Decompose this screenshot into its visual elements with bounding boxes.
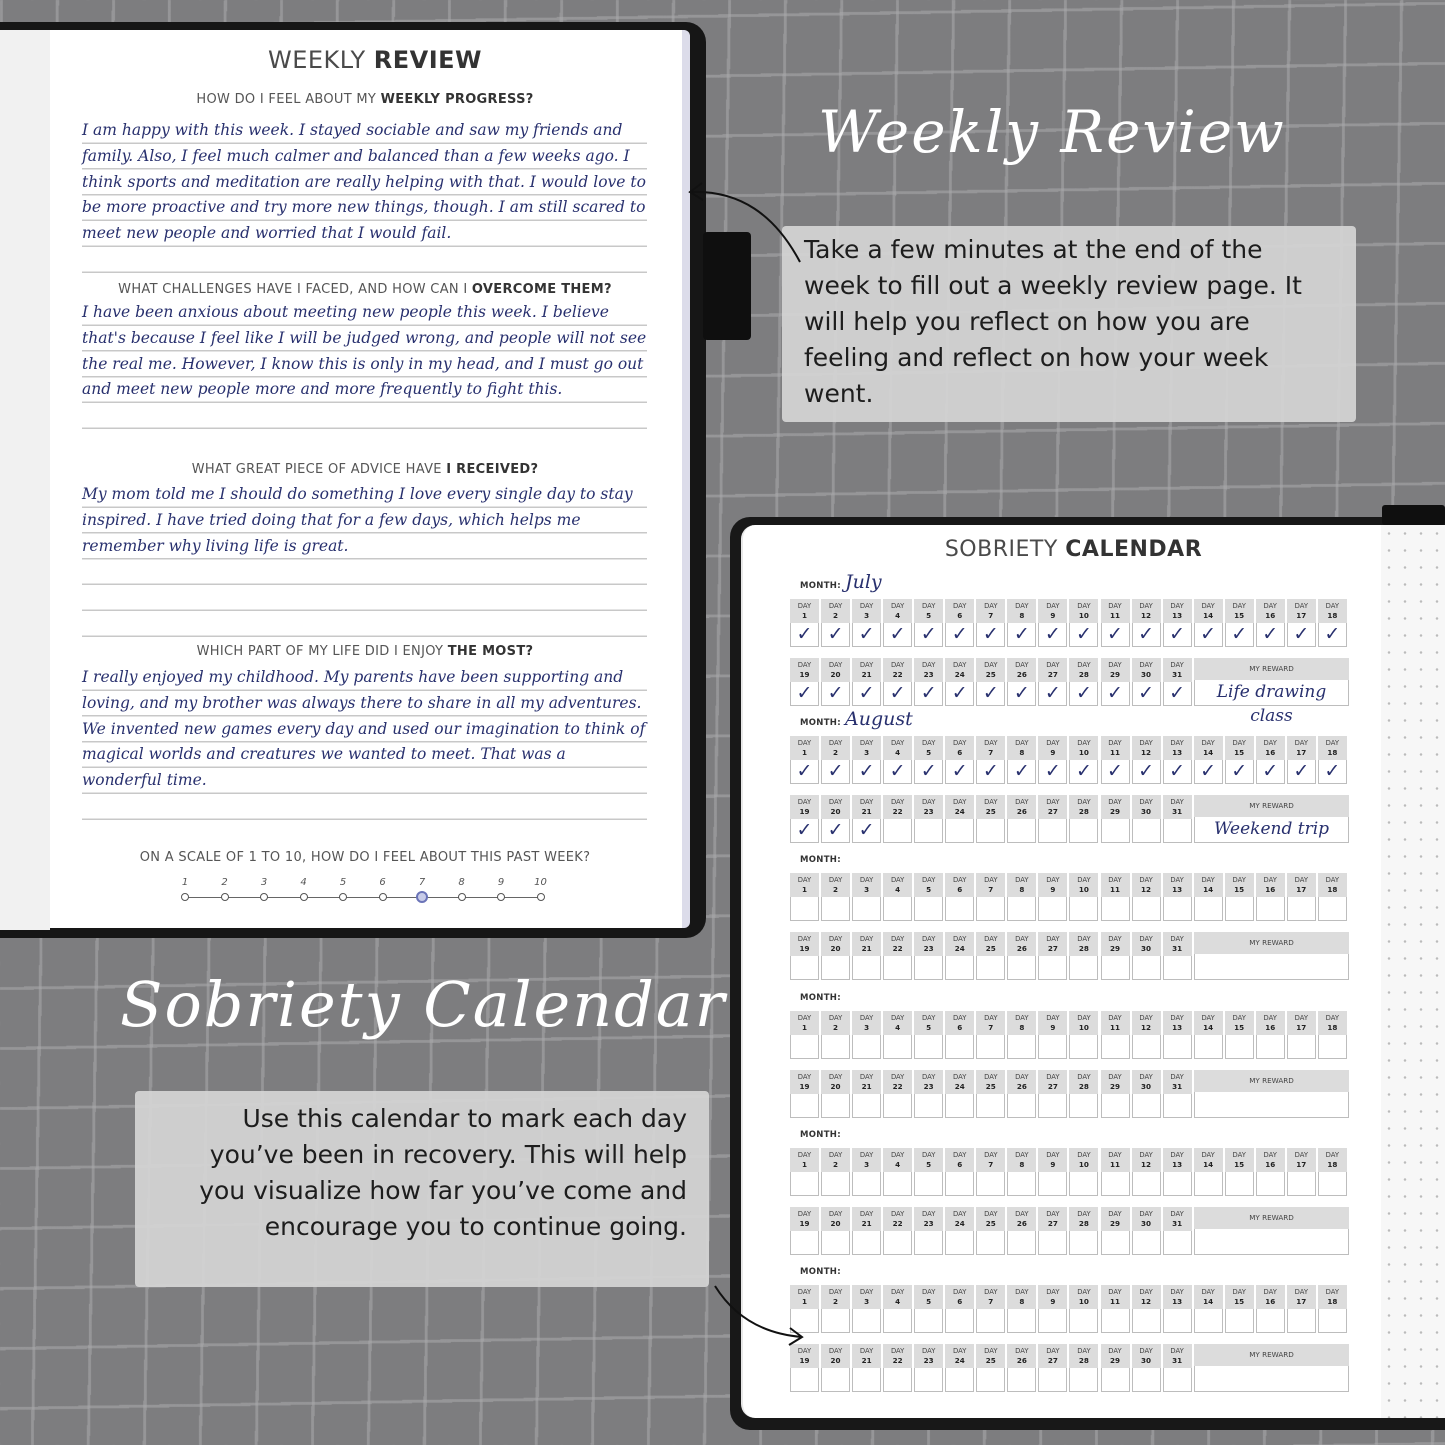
day-header: DAY 5 <box>914 1285 943 1309</box>
scale-question: ON A SCALE OF 1 TO 10, HOW DO I FEEL ABOUT THIS PAST WEEK? <box>139 850 591 865</box>
day-header: DAY 7 <box>976 1011 1005 1035</box>
day-header: DAY 18 <box>1318 736 1347 760</box>
day-header: DAY 16 <box>1256 873 1285 897</box>
check-mark-icon[interactable]: ✓ <box>1007 682 1036 706</box>
month-name[interactable]: August <box>845 708 913 731</box>
day-header: DAY 13 <box>1163 873 1192 897</box>
day-header: DAY 28 <box>1069 658 1098 682</box>
day-header: DAY 8 <box>1007 736 1036 760</box>
day-header: DAY 1 <box>790 1011 819 1035</box>
day-header: DAY 11 <box>1101 736 1130 760</box>
day-header: DAY 11 <box>1101 873 1130 897</box>
reward-label: MY REWARD <box>1194 932 1349 954</box>
check-mark-icon[interactable]: ✓ <box>790 819 819 843</box>
day-header: DAY 7 <box>976 599 1005 623</box>
day-header: DAY 1 <box>790 1285 819 1309</box>
day-header: DAY 20 <box>821 658 850 682</box>
day-header: DAY 14 <box>1194 599 1223 623</box>
day-header: DAY 7 <box>976 1285 1005 1309</box>
check-mark-icon[interactable]: ✓ <box>1287 623 1316 647</box>
day-header: DAY 8 <box>1007 1011 1036 1035</box>
check-mark-icon[interactable]: ✓ <box>914 682 943 706</box>
day-header: DAY 12 <box>1132 736 1161 760</box>
day-header: DAY 26 <box>1007 932 1036 956</box>
day-header: DAY 28 <box>1069 932 1098 956</box>
day-header: DAY 5 <box>914 1011 943 1035</box>
day-header: DAY 31 <box>1163 658 1192 682</box>
question-weekly-progress: HOW DO I FEEL ABOUT MY WEEKLY PROGRESS? <box>196 92 534 107</box>
day-header: DAY 21 <box>852 1207 881 1231</box>
scale-number: 2 <box>221 877 228 888</box>
day-header: DAY 5 <box>914 736 943 760</box>
scale-number: 1 <box>181 877 189 888</box>
day-header: DAY 7 <box>976 873 1005 897</box>
day-header: DAY 31 <box>1163 1070 1192 1094</box>
check-mark-icon[interactable]: ✓ <box>883 623 912 647</box>
day-header: DAY 29 <box>1101 795 1130 819</box>
reward-label: MY REWARD <box>1194 1070 1349 1092</box>
day-header: DAY 6 <box>945 1011 974 1035</box>
day-header: DAY 22 <box>883 1344 912 1368</box>
question-enjoy-most: WHICH PART OF MY LIFE DID I ENJOY THE MOST? <box>196 644 534 659</box>
day-header: DAY 27 <box>1038 932 1067 956</box>
day-header: DAY 5 <box>914 1148 943 1172</box>
day-header: DAY 15 <box>1225 1011 1254 1035</box>
day-header: DAY 10 <box>1069 1011 1098 1035</box>
day-header: DAY 18 <box>1318 1148 1347 1172</box>
check-mark-icon[interactable]: ✓ <box>1069 682 1098 706</box>
check-mark-icon[interactable]: ✓ <box>1132 623 1161 647</box>
day-header: DAY 22 <box>883 795 912 819</box>
day-header: DAY 18 <box>1318 1285 1347 1309</box>
day-header: DAY 21 <box>852 1344 881 1368</box>
day-header: DAY 12 <box>1132 1011 1161 1035</box>
check-mark-icon[interactable]: ✓ <box>914 623 943 647</box>
reward-label: MY REWARD <box>1194 795 1349 817</box>
day-header: DAY 9 <box>1038 599 1067 623</box>
check-mark-icon[interactable]: ✓ <box>821 819 850 843</box>
day-header: DAY 1 <box>790 736 819 760</box>
day-header: DAY 15 <box>1225 736 1254 760</box>
day-header: DAY 10 <box>1069 873 1098 897</box>
day-header: DAY 4 <box>883 599 912 623</box>
scale-number: 9 <box>497 877 505 888</box>
day-header: DAY 28 <box>1069 1344 1098 1368</box>
day-header: DAY 11 <box>1101 1011 1130 1035</box>
check-mark-icon[interactable]: ✓ <box>1132 760 1161 784</box>
day-header: DAY 3 <box>852 1148 881 1172</box>
day-header: DAY 15 <box>1225 1148 1254 1172</box>
check-mark-icon[interactable]: ✓ <box>976 682 1005 706</box>
month-label: MONTH: <box>800 718 841 729</box>
day-header: DAY 6 <box>945 1148 974 1172</box>
weekly-review-callout: Take a few minutes at the end of the week to fill out a weekly review page. It will help you reflect on how you are feeling and reflect on how your week went. <box>782 226 1356 422</box>
day-header: DAY 12 <box>1132 873 1161 897</box>
day-header: DAY 14 <box>1194 1285 1223 1309</box>
day-header: DAY 13 <box>1163 1011 1192 1035</box>
day-header: DAY 14 <box>1194 1011 1223 1035</box>
month-label: MONTH: <box>800 1129 841 1140</box>
day-header: DAY 29 <box>1101 1070 1130 1094</box>
check-mark-icon[interactable]: ✓ <box>852 819 881 843</box>
day-header: DAY 3 <box>852 599 881 623</box>
answer-challenges[interactable]: I have been anxious about meeting new people this week. I believe that's because I feel like I will be judged wrong, and people will not see the real me. However, I know this is only in my head, and I must go out and meet new people more and more frequently to fight this. <box>82 300 647 430</box>
day-header: DAY 3 <box>852 873 881 897</box>
day-header: DAY 19 <box>790 932 819 956</box>
check-mark-icon[interactable]: ✓ <box>821 623 850 647</box>
check-mark-icon[interactable]: ✓ <box>1069 760 1098 784</box>
question-advice: WHAT GREAT PIECE OF ADVICE HAVE I RECEIVED? <box>191 462 539 477</box>
answer-enjoy-most[interactable]: I really enjoyed my childhood. My parents have been supporting and loving, and my brother was always there to share in all my adventures. We invented new games every day and used our imagination to think of magical worlds and creatures we wanted to meet. That was a wonderful time. <box>82 665 647 840</box>
month-label: MONTH: <box>800 855 841 866</box>
day-header: DAY 24 <box>945 1070 974 1094</box>
day-header: DAY 23 <box>914 1070 943 1094</box>
reward-value[interactable]: Weekend trip <box>1194 817 1349 843</box>
day-header: DAY 9 <box>1038 1148 1067 1172</box>
day-header: DAY 26 <box>1007 1344 1036 1368</box>
sobriety-calendar-title: SOBRIETY CALENDAR <box>944 537 1203 562</box>
day-header: DAY 10 <box>1069 599 1098 623</box>
day-header: DAY 21 <box>852 795 881 819</box>
scale-number: 7 <box>418 877 426 888</box>
day-header: DAY 26 <box>1007 658 1036 682</box>
day-header: DAY 25 <box>976 795 1005 819</box>
day-header: DAY 2 <box>821 736 850 760</box>
day-header: DAY 4 <box>883 873 912 897</box>
day-header: DAY 30 <box>1132 932 1161 956</box>
day-header: DAY 18 <box>1318 1011 1347 1035</box>
check-mark-icon[interactable]: ✓ <box>821 760 850 784</box>
day-header: DAY 23 <box>914 1207 943 1231</box>
reward-value[interactable]: Life drawing class <box>1194 680 1349 706</box>
day-header: DAY 16 <box>1256 1285 1285 1309</box>
check-mark-icon[interactable]: ✓ <box>1101 623 1130 647</box>
day-header: DAY 19 <box>790 795 819 819</box>
day-header: DAY 24 <box>945 1207 974 1231</box>
day-header: DAY 19 <box>790 1207 819 1231</box>
day-header: DAY 26 <box>1007 1070 1036 1094</box>
day-header: DAY 17 <box>1287 873 1316 897</box>
day-header: DAY 13 <box>1163 1148 1192 1172</box>
day-header: DAY 17 <box>1287 599 1316 623</box>
check-mark-icon[interactable]: ✓ <box>790 623 819 647</box>
day-header: DAY 13 <box>1163 736 1192 760</box>
check-mark-icon[interactable]: ✓ <box>976 623 1005 647</box>
answer-advice[interactable]: My mom told me I should do something I love every single day to stay inspired. I have tried doing that for a few days, which helps me remember why living life is great. <box>82 482 647 637</box>
check-mark-icon[interactable]: ✓ <box>1318 623 1347 647</box>
day-header: DAY 2 <box>821 1148 850 1172</box>
check-mark-icon[interactable]: ✓ <box>1163 623 1192 647</box>
day-header: DAY 25 <box>976 932 1005 956</box>
day-header: DAY 5 <box>914 873 943 897</box>
day-header: DAY 7 <box>976 736 1005 760</box>
day-header: DAY 22 <box>883 1070 912 1094</box>
day-header: DAY 29 <box>1101 658 1130 682</box>
check-mark-icon[interactable]: ✓ <box>976 760 1005 784</box>
weekly-review-heading: Weekly Review <box>818 98 1286 166</box>
scale-number: 4 <box>300 877 307 888</box>
day-header: DAY 6 <box>945 736 974 760</box>
day-header: DAY 20 <box>821 1207 850 1231</box>
reward-label: MY REWARD <box>1194 658 1349 680</box>
day-header: DAY 26 <box>1007 1207 1036 1231</box>
check-mark-icon[interactable]: ✓ <box>852 623 881 647</box>
check-mark-icon[interactable]: ✓ <box>1318 760 1347 784</box>
sobriety-calendar-heading: Sobriety Calendar <box>120 968 727 1041</box>
day-header: DAY 20 <box>821 1070 850 1094</box>
scale-number: 8 <box>458 877 465 888</box>
day-header: DAY 1 <box>790 599 819 623</box>
reward-label: MY REWARD <box>1194 1207 1349 1229</box>
day-header: DAY 27 <box>1038 1207 1067 1231</box>
day-header: DAY 12 <box>1132 1148 1161 1172</box>
scale-number: 10 <box>534 877 547 888</box>
day-header: DAY 26 <box>1007 795 1036 819</box>
day-header: DAY 2 <box>821 1285 850 1309</box>
weekly-arrow-icon <box>690 192 800 262</box>
day-header: DAY 14 <box>1194 873 1223 897</box>
day-header: DAY 19 <box>790 1344 819 1368</box>
day-header: DAY 9 <box>1038 873 1067 897</box>
day-header: DAY 27 <box>1038 658 1067 682</box>
day-header: DAY 16 <box>1256 736 1285 760</box>
day-header: DAY 31 <box>1163 795 1192 819</box>
day-header: DAY 12 <box>1132 1285 1161 1309</box>
day-header: DAY 21 <box>852 658 881 682</box>
day-header: DAY 18 <box>1318 873 1347 897</box>
answer-weekly-progress[interactable]: I am happy with this week. I stayed sociable and saw my friends and family. Also, I feel much calmer and balanced than a few weeks ago. I think sports and meditation are really helping with that. I would love to be more proactive and try more new things, though. I am still scared to meet new people and worried that I would fail. <box>82 118 647 273</box>
day-header: DAY 4 <box>883 1148 912 1172</box>
day-header: DAY 3 <box>852 1011 881 1035</box>
day-header: DAY 23 <box>914 932 943 956</box>
check-mark-icon[interactable]: ✓ <box>1069 623 1098 647</box>
day-header: DAY 31 <box>1163 1344 1192 1368</box>
day-header: DAY 20 <box>821 1344 850 1368</box>
day-header: DAY 30 <box>1132 658 1161 682</box>
day-header: DAY 13 <box>1163 1285 1192 1309</box>
day-header: DAY 28 <box>1069 795 1098 819</box>
day-header: DAY 17 <box>1287 1285 1316 1309</box>
month-name[interactable]: July <box>845 571 882 593</box>
check-mark-icon[interactable]: ✓ <box>883 760 912 784</box>
day-header: DAY 23 <box>914 658 943 682</box>
day-header: DAY 9 <box>1038 1285 1067 1309</box>
day-header: DAY 27 <box>1038 795 1067 819</box>
day-header: DAY 24 <box>945 795 974 819</box>
day-header: DAY 25 <box>976 1207 1005 1231</box>
day-header: DAY 30 <box>1132 795 1161 819</box>
day-header: DAY 24 <box>945 1344 974 1368</box>
day-header: DAY 17 <box>1287 1011 1316 1035</box>
day-header: DAY 1 <box>790 1148 819 1172</box>
check-mark-icon[interactable]: ✓ <box>1007 623 1036 647</box>
day-header: DAY 19 <box>790 658 819 682</box>
day-header: DAY 10 <box>1069 736 1098 760</box>
day-header: DAY 17 <box>1287 736 1316 760</box>
day-header: DAY 25 <box>976 658 1005 682</box>
check-mark-icon[interactable]: ✓ <box>1101 682 1130 706</box>
day-header: DAY 25 <box>976 1070 1005 1094</box>
check-mark-icon[interactable]: ✓ <box>1194 760 1223 784</box>
question-challenges: WHAT CHALLENGES HAVE I FACED, AND HOW CAN I OVERCOME THEM? <box>118 282 612 297</box>
day-header: DAY 10 <box>1069 1285 1098 1309</box>
day-header: DAY 31 <box>1163 1207 1192 1231</box>
check-mark-icon[interactable]: ✓ <box>945 760 974 784</box>
day-header: DAY 16 <box>1256 1148 1285 1172</box>
check-mark-icon[interactable]: ✓ <box>945 682 974 706</box>
scale-number: 6 <box>379 877 386 888</box>
check-mark-icon[interactable]: ✓ <box>1132 682 1161 706</box>
check-mark-icon[interactable]: ✓ <box>1038 682 1067 706</box>
day-header: DAY 8 <box>1007 1148 1036 1172</box>
check-mark-icon[interactable]: ✓ <box>1163 682 1192 706</box>
day-header: DAY 28 <box>1069 1207 1098 1231</box>
day-header: DAY 14 <box>1194 1148 1223 1172</box>
check-mark-icon[interactable]: ✓ <box>1225 760 1254 784</box>
day-header: DAY 9 <box>1038 736 1067 760</box>
day-header: DAY 7 <box>976 1148 1005 1172</box>
day-header: DAY 18 <box>1318 599 1347 623</box>
sobriety-arrow-icon <box>715 1286 802 1337</box>
check-mark-icon[interactable]: ✓ <box>1101 760 1130 784</box>
day-header: DAY 27 <box>1038 1344 1067 1368</box>
day-header: DAY 29 <box>1101 1344 1130 1368</box>
check-mark-icon[interactable]: ✓ <box>1256 760 1285 784</box>
day-header: DAY 30 <box>1132 1207 1161 1231</box>
day-header: DAY 15 <box>1225 1285 1254 1309</box>
day-header: DAY 28 <box>1069 1070 1098 1094</box>
day-header: DAY 4 <box>883 1285 912 1309</box>
day-header: DAY 2 <box>821 1011 850 1035</box>
check-mark-icon[interactable]: ✓ <box>852 682 881 706</box>
check-mark-icon[interactable]: ✓ <box>1287 760 1316 784</box>
month-label: MONTH: <box>800 1267 841 1277</box>
day-header: DAY 11 <box>1101 1285 1130 1309</box>
check-mark-icon[interactable]: ✓ <box>852 760 881 784</box>
weekly-review-title: WEEKLY REVIEW <box>267 46 483 74</box>
day-header: DAY 30 <box>1132 1070 1161 1094</box>
day-header: DAY 11 <box>1101 599 1130 623</box>
day-header: DAY 23 <box>914 795 943 819</box>
check-mark-icon[interactable]: ✓ <box>1038 623 1067 647</box>
day-header: DAY 12 <box>1132 599 1161 623</box>
day-header: DAY 21 <box>852 932 881 956</box>
check-mark-icon[interactable]: ✓ <box>945 623 974 647</box>
day-header: DAY 15 <box>1225 873 1254 897</box>
day-header: DAY 13 <box>1163 599 1192 623</box>
month-label: MONTH: <box>800 581 841 591</box>
day-header: DAY 6 <box>945 1285 974 1309</box>
check-mark-icon[interactable]: ✓ <box>1256 623 1285 647</box>
day-header: DAY 2 <box>821 599 850 623</box>
check-mark-icon[interactable]: ✓ <box>1007 760 1036 784</box>
check-mark-icon[interactable]: ✓ <box>1225 623 1254 647</box>
day-header: DAY 22 <box>883 1207 912 1231</box>
day-header: DAY 19 <box>790 1070 819 1094</box>
day-header: DAY 3 <box>852 1285 881 1309</box>
day-header: DAY 1 <box>790 873 819 897</box>
day-header: DAY 21 <box>852 1070 881 1094</box>
day-header: DAY 29 <box>1101 932 1130 956</box>
day-header: DAY 23 <box>914 1344 943 1368</box>
check-mark-icon[interactable]: ✓ <box>1038 760 1067 784</box>
day-header: DAY 16 <box>1256 1011 1285 1035</box>
day-header: DAY 6 <box>945 873 974 897</box>
day-header: DAY 4 <box>883 736 912 760</box>
day-header: DAY 2 <box>821 873 850 897</box>
day-header: DAY 20 <box>821 932 850 956</box>
day-header: DAY 8 <box>1007 1285 1036 1309</box>
day-header: DAY 8 <box>1007 873 1036 897</box>
day-header: DAY 5 <box>914 599 943 623</box>
day-header: DAY 4 <box>883 1011 912 1035</box>
sobriety-calendar-callout: Use this calendar to mark each day you’ve been in recovery. This will help you visualize how far you’ve come and encourage you to continue going. <box>135 1091 709 1287</box>
reward-label: MY REWARD <box>1194 1344 1349 1366</box>
check-mark-icon[interactable]: ✓ <box>1194 623 1223 647</box>
day-header: DAY 14 <box>1194 736 1223 760</box>
day-header: DAY 24 <box>945 658 974 682</box>
day-header: DAY 29 <box>1101 1207 1130 1231</box>
check-mark-icon[interactable]: ✓ <box>790 682 819 706</box>
scale-number: 3 <box>260 877 268 888</box>
check-mark-icon[interactable]: ✓ <box>883 682 912 706</box>
day-header: DAY 6 <box>945 599 974 623</box>
day-header: DAY 20 <box>821 795 850 819</box>
day-header: DAY 10 <box>1069 1148 1098 1172</box>
day-header: DAY 9 <box>1038 1011 1067 1035</box>
day-header: DAY 3 <box>852 736 881 760</box>
day-header: DAY 15 <box>1225 599 1254 623</box>
day-header: DAY 8 <box>1007 599 1036 623</box>
day-header: DAY 16 <box>1256 599 1285 623</box>
day-header: DAY 27 <box>1038 1070 1067 1094</box>
day-header: DAY 31 <box>1163 932 1192 956</box>
scale-number: 5 <box>339 877 347 888</box>
month-label: MONTH: <box>800 992 841 1003</box>
check-mark-icon[interactable]: ✓ <box>790 760 819 784</box>
day-header: DAY 22 <box>883 658 912 682</box>
day-header: DAY 11 <box>1101 1148 1130 1172</box>
day-header: DAY 30 <box>1132 1344 1161 1368</box>
check-mark-icon[interactable]: ✓ <box>914 760 943 784</box>
day-header: DAY 24 <box>945 932 974 956</box>
check-mark-icon[interactable]: ✓ <box>1163 760 1192 784</box>
day-header: DAY 17 <box>1287 1148 1316 1172</box>
check-mark-icon[interactable]: ✓ <box>821 682 850 706</box>
day-header: DAY 22 <box>883 932 912 956</box>
day-header: DAY 25 <box>976 1344 1005 1368</box>
